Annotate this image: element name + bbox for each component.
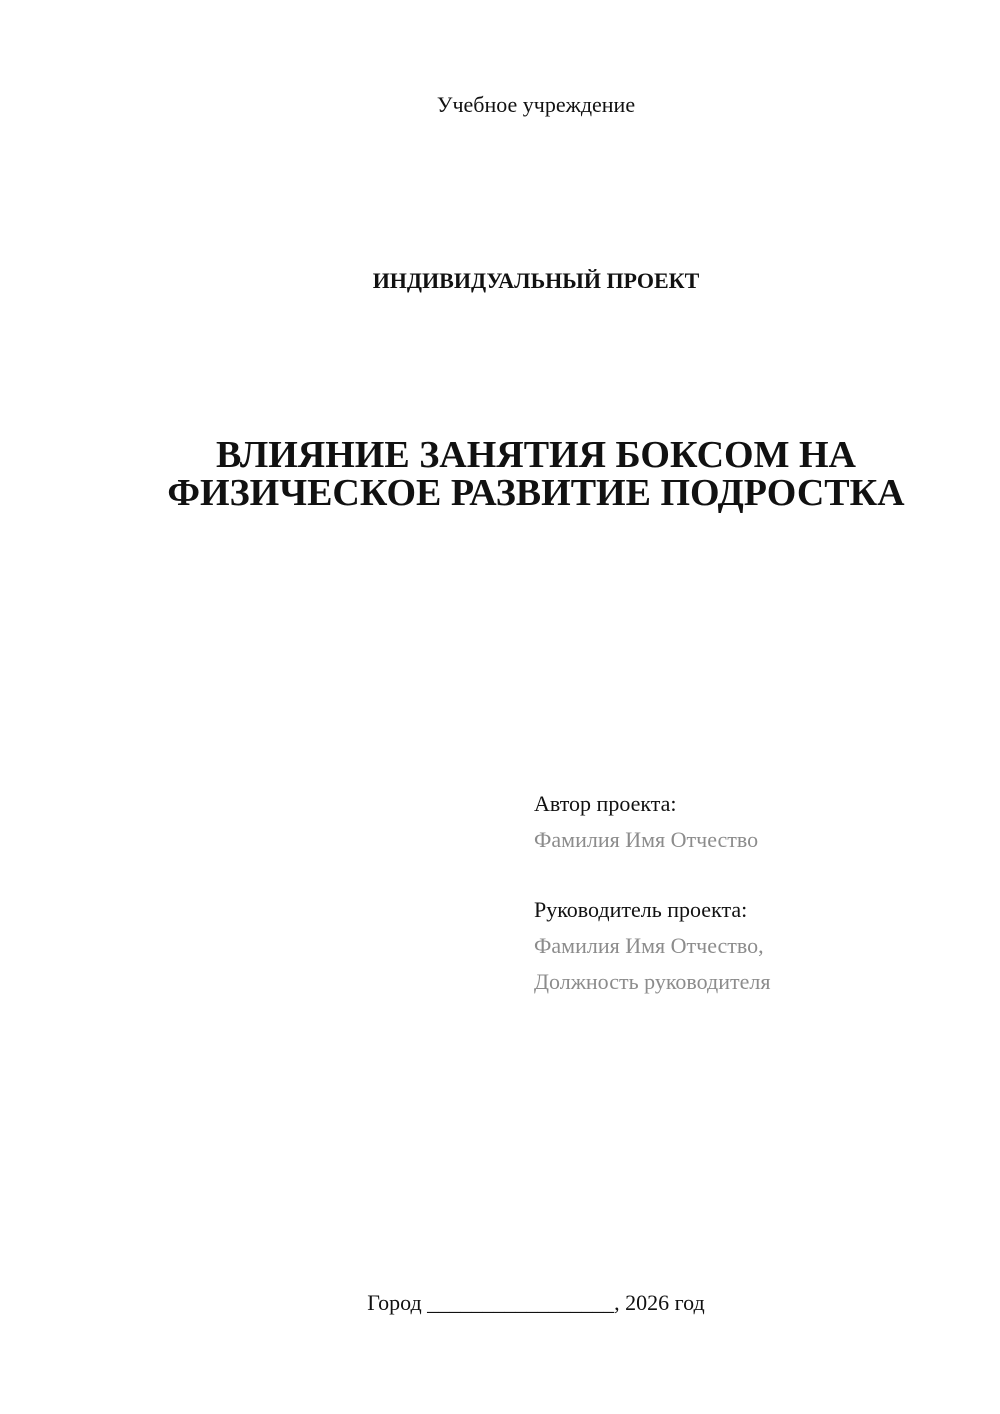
supervisor-name: Фамилия Имя Отчество, xyxy=(534,933,764,958)
project-meta-block xyxy=(534,786,974,1000)
meta-spacer xyxy=(534,858,974,892)
project-type-heading: ИНДИВИДУАЛЬНЫЙ ПРОЕКТ xyxy=(372,268,700,293)
author-name: Фамилия Имя Отчество xyxy=(534,827,759,852)
author-label: Автор проекта: xyxy=(534,791,677,816)
city-year-footer: Город _________________, 2026 год xyxy=(367,1290,705,1315)
project-title xyxy=(0,436,1000,512)
supervisor-position: Должность руководителя xyxy=(534,969,771,994)
project-title-line-1: ВЛИЯНИЕ ЗАНЯТИЯ БОКСОМ НА xyxy=(216,434,856,476)
supervisor-label: Руководитель проекта: xyxy=(534,897,748,922)
institution-name: Учебное учреждение xyxy=(436,92,636,117)
project-title-line-2: ФИЗИЧЕСКОЕ РАЗВИТИЕ ПОДРОСТКА xyxy=(167,472,905,514)
